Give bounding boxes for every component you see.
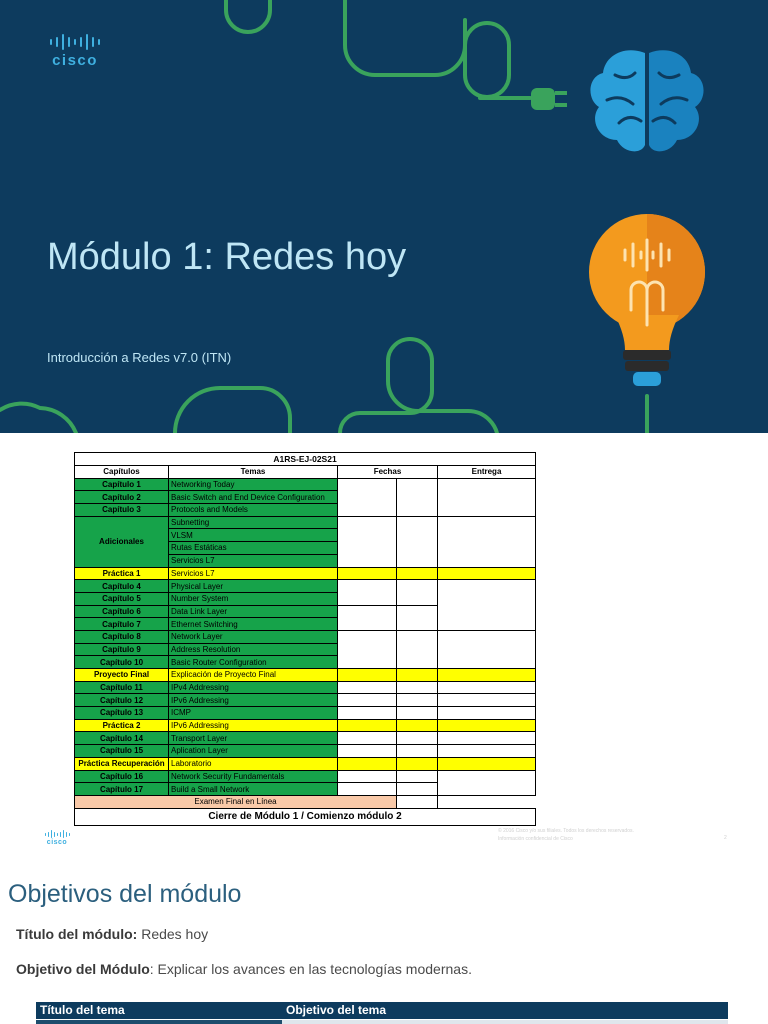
delivery-cell xyxy=(438,694,536,707)
delivery-cell xyxy=(438,567,536,580)
date-cell xyxy=(397,669,438,682)
table-row xyxy=(75,770,536,783)
delivery-cell xyxy=(438,681,536,694)
topic-cell: Protocols and Models xyxy=(169,504,338,517)
date-cell xyxy=(397,580,438,605)
cisco-logo-text: cisco xyxy=(52,52,98,69)
topic-cell: Networking Today xyxy=(169,478,338,491)
chapter-cell: Capítulo 5 xyxy=(75,592,169,605)
delivery-cell xyxy=(438,580,536,631)
topics-table-row xyxy=(36,1020,728,1024)
date-cell xyxy=(397,707,438,720)
date-cell xyxy=(338,757,397,770)
module-objective-line xyxy=(16,961,472,977)
date-cell xyxy=(338,694,397,707)
date-cell xyxy=(397,478,438,516)
closing-row xyxy=(75,808,536,825)
chapter-cell: Capítulo 6 xyxy=(75,605,169,618)
exam-cell: Examen Final en Línea xyxy=(75,795,397,808)
topic-cell: Ethernet Switching xyxy=(169,618,338,631)
footer-legal xyxy=(498,827,634,843)
footer-legal-line2: Información confidencial de Cisco xyxy=(498,836,573,842)
module-title-value: Redes hoy xyxy=(137,926,209,942)
chapter-cell: Capítulo 2 xyxy=(75,491,169,504)
topic-cell: Basic Switch and End Device Configuration xyxy=(169,491,338,504)
chapter-cell: Práctica 2 xyxy=(75,719,169,732)
exam-row xyxy=(75,795,536,808)
module-objective-value: : Explicar los avances en las tecnologías modernas. xyxy=(149,961,472,977)
footer-legal-line1: © 2016 Cisco y/o sus filiales. Todos los derechos reservados. xyxy=(498,828,634,834)
date-cell xyxy=(397,795,438,808)
date-cell xyxy=(338,732,397,745)
chapter-cell: Capítulo 7 xyxy=(75,618,169,631)
chapter-cell: Capítulo 9 xyxy=(75,643,169,656)
chapter-cell: Capítulo 16 xyxy=(75,770,169,783)
date-cell xyxy=(397,694,438,707)
title-slide xyxy=(0,0,768,433)
chapter-cell: Capítulo 12 xyxy=(75,694,169,707)
date-cell xyxy=(397,516,438,567)
date-cell xyxy=(338,745,397,758)
footer-cisco-logo xyxy=(42,830,72,846)
date-cell xyxy=(338,707,397,720)
topic-cell: IPv4 Addressing xyxy=(169,681,338,694)
table-row xyxy=(75,719,536,732)
chapter-cell: Capítulo 11 xyxy=(75,681,169,694)
date-cell xyxy=(338,669,397,682)
topic-cell: IPv6 Addressing xyxy=(169,694,338,707)
table-row xyxy=(75,745,536,758)
delivery-cell xyxy=(438,732,536,745)
date-cell xyxy=(338,580,397,605)
power-plug-icon xyxy=(531,88,567,110)
date-cell xyxy=(338,770,397,783)
date-cell xyxy=(397,681,438,694)
module-title-label: Título del módulo: xyxy=(16,926,138,942)
cisco-logo xyxy=(40,34,110,70)
topics-table-header xyxy=(36,1002,728,1019)
delivery-cell xyxy=(438,478,536,516)
table-row xyxy=(75,757,536,770)
date-cell xyxy=(338,719,397,732)
delivery-cell xyxy=(438,630,536,668)
topic-cell: Build a Small Network xyxy=(169,783,338,796)
topic-cell: ICMP xyxy=(169,707,338,720)
topic-cell: IPv6 Addressing xyxy=(169,719,338,732)
topic-cell: Physical Layer xyxy=(169,580,338,593)
table-row xyxy=(75,630,536,643)
module-objective-label: Objetivo del Módulo xyxy=(16,961,150,977)
objectives-slide xyxy=(0,853,768,1024)
topic-cell: Transport Layer xyxy=(169,732,338,745)
date-cell xyxy=(397,745,438,758)
date-cell xyxy=(338,630,397,668)
schedule-table xyxy=(74,452,536,826)
delivery-cell xyxy=(438,707,536,720)
footer-page-number: 2 xyxy=(724,835,727,841)
table-title: A1RS-EJ-02S21 xyxy=(75,453,536,466)
chapter-cell: Capítulo 1 xyxy=(75,478,169,491)
topic-cell: Servicios L7 xyxy=(169,554,338,567)
topic-cell: Aplication Layer xyxy=(169,745,338,758)
date-cell xyxy=(397,770,438,783)
chapter-cell: Capítulo 10 xyxy=(75,656,169,669)
chapter-cell: Capítulo 14 xyxy=(75,732,169,745)
delivery-cell xyxy=(438,757,536,770)
table-row xyxy=(75,567,536,580)
topic-cell: Number System xyxy=(169,592,338,605)
date-cell xyxy=(397,719,438,732)
table-header-row xyxy=(75,466,536,479)
delivery-cell xyxy=(438,516,536,567)
chapter-cell: Práctica Recuperación xyxy=(75,757,169,770)
topic-cell: Network Layer xyxy=(169,630,338,643)
header-entrega: Entrega xyxy=(438,466,536,479)
chapter-cell: Capítulo 15 xyxy=(75,745,169,758)
topic-cell: Servicios L7 xyxy=(169,567,338,580)
date-cell xyxy=(338,783,397,796)
topic-cell: Data Link Layer xyxy=(169,605,338,618)
table-title-row xyxy=(75,453,536,466)
table-row xyxy=(75,707,536,720)
chapter-cell: Capítulo 8 xyxy=(75,630,169,643)
table-row xyxy=(75,669,536,682)
table-row xyxy=(75,732,536,745)
table-row xyxy=(75,478,536,491)
delivery-cell xyxy=(438,669,536,682)
date-cell xyxy=(397,605,438,630)
delivery-cell xyxy=(438,770,536,795)
header-fechas: Fechas xyxy=(338,466,438,479)
date-cell xyxy=(338,567,397,580)
objectives-title: Objetivos del módulo xyxy=(8,880,242,908)
date-cell xyxy=(397,630,438,668)
topic-cell: Address Resolution xyxy=(169,643,338,656)
topic-cell: Laboratorio xyxy=(169,757,338,770)
table-row xyxy=(75,516,536,529)
closing-cell: Cierre de Módulo 1 / Comienzo módulo 2 xyxy=(75,808,536,825)
chapter-cell: Proyecto Final xyxy=(75,669,169,682)
topic-cell: Subnetting xyxy=(169,516,338,529)
chapter-cell: Capítulo 13 xyxy=(75,707,169,720)
brain-icon xyxy=(585,45,710,160)
topic-cell: VLSM xyxy=(169,529,338,542)
header-topic-title: Título del tema xyxy=(40,1003,125,1017)
table-row xyxy=(75,694,536,707)
delivery-cell xyxy=(438,745,536,758)
schedule-slide xyxy=(0,433,768,853)
date-cell xyxy=(338,605,397,630)
date-cell xyxy=(397,757,438,770)
chapter-cell: Capítulo 4 xyxy=(75,580,169,593)
lightbulb-icon xyxy=(585,210,710,400)
slide-subtitle: Introducción a Redes v7.0 (ITN) xyxy=(47,350,232,365)
table-row xyxy=(75,681,536,694)
header-capitulos: Capítulos xyxy=(75,466,169,479)
date-cell xyxy=(397,783,438,796)
slide-title: Módulo 1: Redes hoy xyxy=(47,236,407,278)
footer-logo-text: cisco xyxy=(46,839,68,846)
date-cell xyxy=(397,732,438,745)
date-cell xyxy=(338,681,397,694)
delivery-cell xyxy=(438,719,536,732)
topic-cell: Explicación de Proyecto Final xyxy=(169,669,338,682)
header-topic-objective: Objetivo del tema xyxy=(286,1003,387,1017)
date-cell xyxy=(338,516,397,567)
table-row xyxy=(75,580,536,593)
chapter-cell: Capítulo 3 xyxy=(75,504,169,517)
chapter-cell: Práctica 1 xyxy=(75,567,169,580)
topic-cell: Basic Router Configuration xyxy=(169,656,338,669)
chapter-cell: Adicionales xyxy=(75,516,169,567)
module-title-line xyxy=(16,926,208,942)
date-cell xyxy=(397,567,438,580)
topic-cell: Rutas Estáticas xyxy=(169,542,338,555)
header-temas: Temas xyxy=(169,466,338,479)
topic-cell: Network Security Fundamentals xyxy=(169,770,338,783)
date-cell xyxy=(338,478,397,516)
chapter-cell: Capítulo 17 xyxy=(75,783,169,796)
